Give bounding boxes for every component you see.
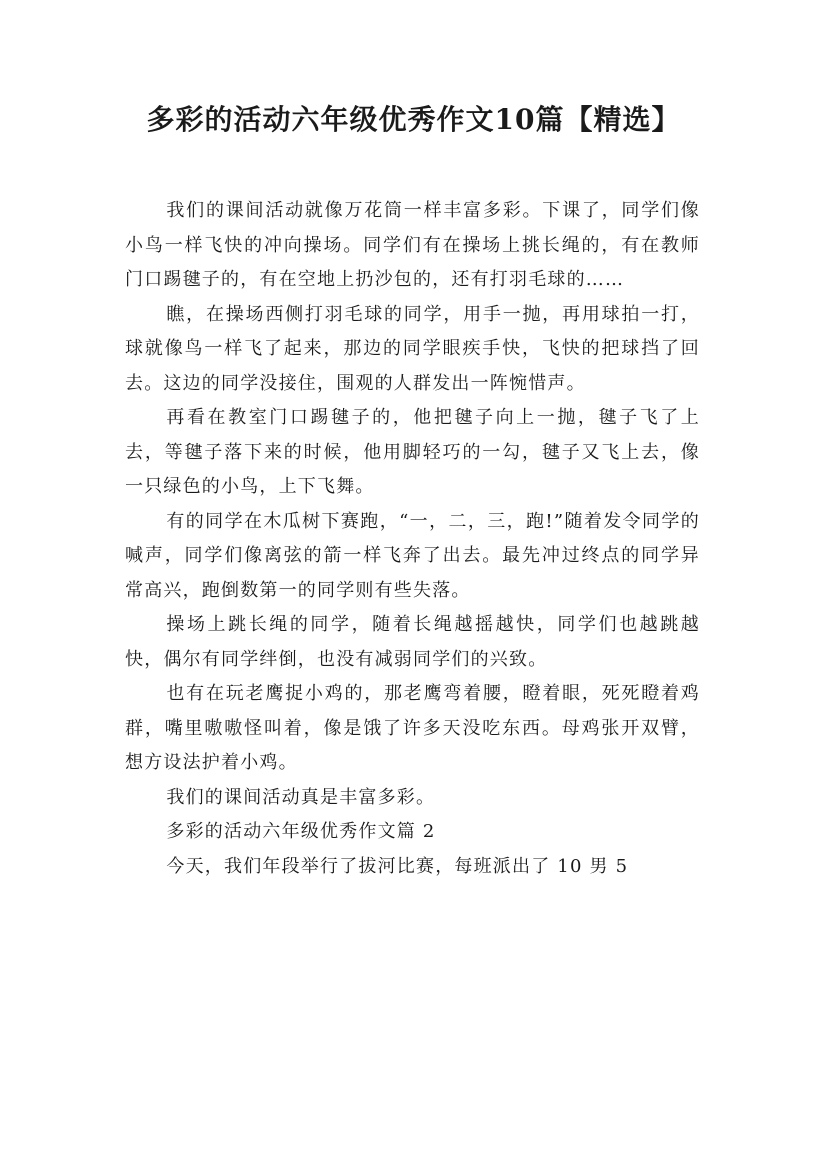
section-heading: 多彩的活动六年级优秀作文篇 2 (166, 821, 436, 842)
paragraph: 再看在教室门口踢毽子的，他把毽子向上一抛，毽子飞了上去，等毽子落下来的时候，他用脚轻巧的一勾，毽子又飞上去，像一只绿色的小鸟，上下飞舞。 (125, 407, 700, 497)
paragraph: 今天，我们年段举行了拔河比赛，每班派出了 10 男 5 (166, 855, 629, 877)
paragraph: 瞧，在操场西侧打羽毛球的同学，用手一抛，再用球拍一打，球就像鸟一样飞了起来，那边的同学眼疾手快，飞快的把球挡了回去。这边的同学没接住，围观的人群发出一阵惋惜声。 (125, 303, 700, 394)
document-title: 多彩的活动六年级优秀作文10篇【精选】 (146, 103, 681, 136)
paragraph: 我们的课间活动就像万花筒一样丰富多彩。下课了，同学们像小鸟一样飞快的冲向操场。同学们有在操场上挑长绳的，有在教师门口踢毽子的，有在空地上扔沙包的，还有打羽毛球的…… (125, 200, 700, 290)
paragraph: 操场上跳长绳的同学，随着长绳越摇越快，同学们也越跳越快，偶尔有同学绊倒，也没有减弱同学们的兴致。 (125, 614, 700, 670)
document-body (125, 194, 700, 884)
paragraph: 也有在玩老鹰捉小鸡的，那老鹰弯着腰，瞪着眼，死死瞪着鸡群，嘴里嗷嗷怪叫着，像是饿了许多天没吃东西。母鸡张开双臂，想方设法护着小鸡。 (125, 683, 700, 773)
paragraph: 我们的课间活动真是丰富多彩。 (166, 786, 436, 808)
paragraph: 有的同学在木瓜树下赛跑，“一，二，三，跑!”随着发令同学的喊声，同学们像离弦的箭一样飞奔了出去。最先冲过终点的同学异常高兴，跑倒数第一的同学则有些失落。 (125, 510, 700, 601)
